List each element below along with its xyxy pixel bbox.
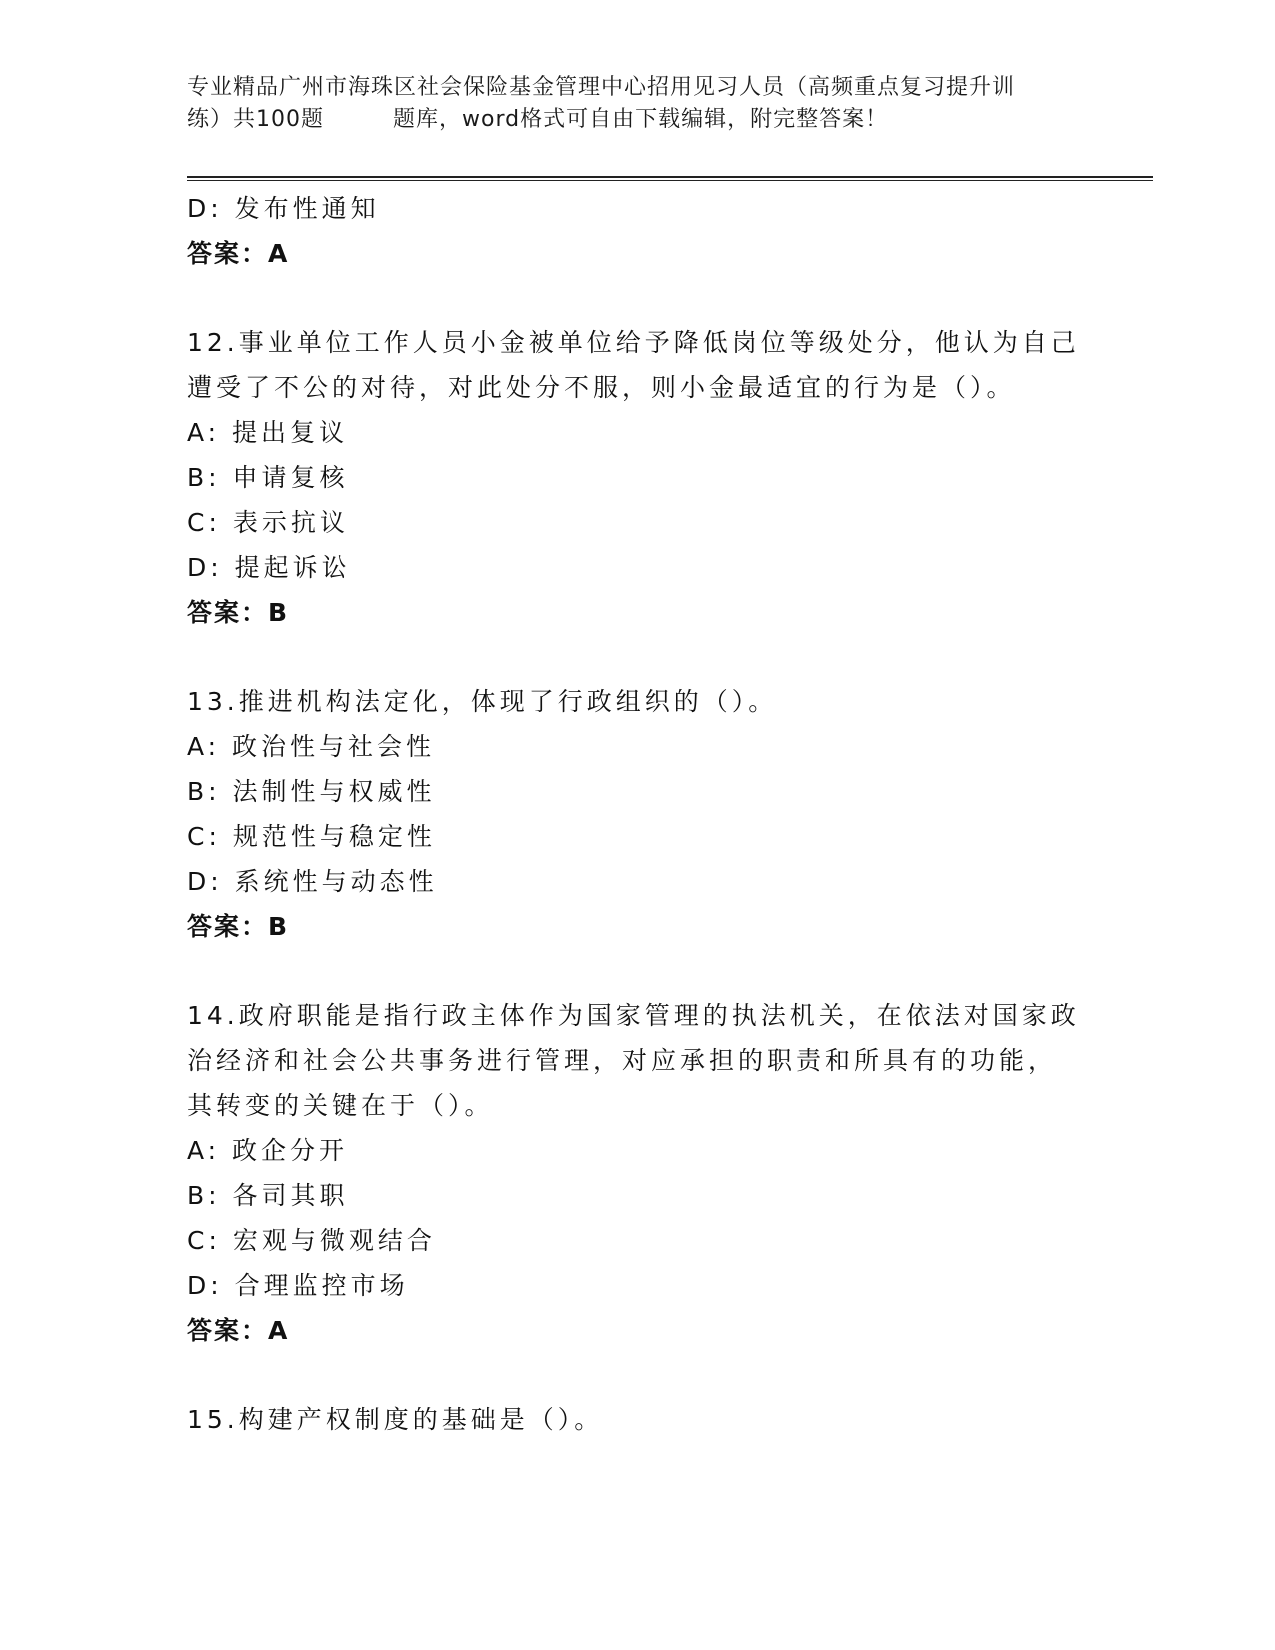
option-a: A: 政企分开: [187, 1136, 349, 1165]
question-stem-line: 12.事业单位工作人员小金被单位给予降低岗位等级处分，他认为自己: [187, 328, 1080, 357]
option-a: A: 政治性与社会性: [187, 732, 436, 761]
header-divider: [187, 176, 1153, 181]
spacer: [187, 635, 1087, 679]
option-c: C: 宏观与微观结合: [187, 1226, 436, 1255]
option-c: C: 表示抗议: [187, 508, 349, 537]
answer: 答案：A: [187, 1316, 290, 1345]
answer: 答案：A: [187, 239, 290, 268]
option-d: D: 提起诉讼: [187, 553, 351, 582]
question-stem-line: 15.构建产权制度的基础是（）。: [187, 1405, 604, 1434]
spacer: [187, 1353, 1087, 1397]
answer: 答案：B: [187, 598, 290, 627]
option-a: A: 提出复议: [187, 418, 349, 447]
question-stem-line: 治经济和社会公共事务进行管理，对应承担的职责和所具有的功能，: [187, 1046, 1058, 1075]
header-line-2: 练）共100题 题库，word格式可自由下载编辑，附完整答案！: [187, 107, 889, 132]
page-header: [187, 72, 1087, 136]
option-d: D: 系统性与动态性: [187, 867, 438, 896]
option-c: C: 规范性与稳定性: [187, 822, 436, 851]
option-d: D: 发布性通知: [187, 194, 380, 223]
header-line-1: 专业精品广州市海珠区社会保险基金管理中心招用见习人员（高频重点复习提升训: [187, 75, 1016, 100]
spacer: [187, 276, 1087, 320]
option-b: B: 法制性与权威性: [187, 777, 436, 806]
answer: 答案：B: [187, 912, 290, 941]
question-stem-line: 14.政府职能是指行政主体作为国家管理的执法机关，在依法对国家政: [187, 1001, 1080, 1030]
document-body: [187, 186, 1087, 1442]
option-b: B: 各司其职: [187, 1181, 349, 1210]
question-stem-line: 其转变的关键在于（）。: [187, 1091, 494, 1120]
spacer: [187, 949, 1087, 993]
question-14: [187, 993, 1087, 1353]
question-12: [187, 320, 1087, 635]
question-stem-line: 遭受了不公的对待，对此处分不服，则小金最适宜的行为是（）。: [187, 373, 1016, 402]
question-15: [187, 1397, 1087, 1442]
option-b: B: 申请复核: [187, 463, 349, 492]
option-d: D: 合理监控市场: [187, 1271, 409, 1300]
question-stem-line: 13.推进机构法定化，体现了行政组织的（）。: [187, 687, 778, 716]
question-13: [187, 679, 1087, 949]
